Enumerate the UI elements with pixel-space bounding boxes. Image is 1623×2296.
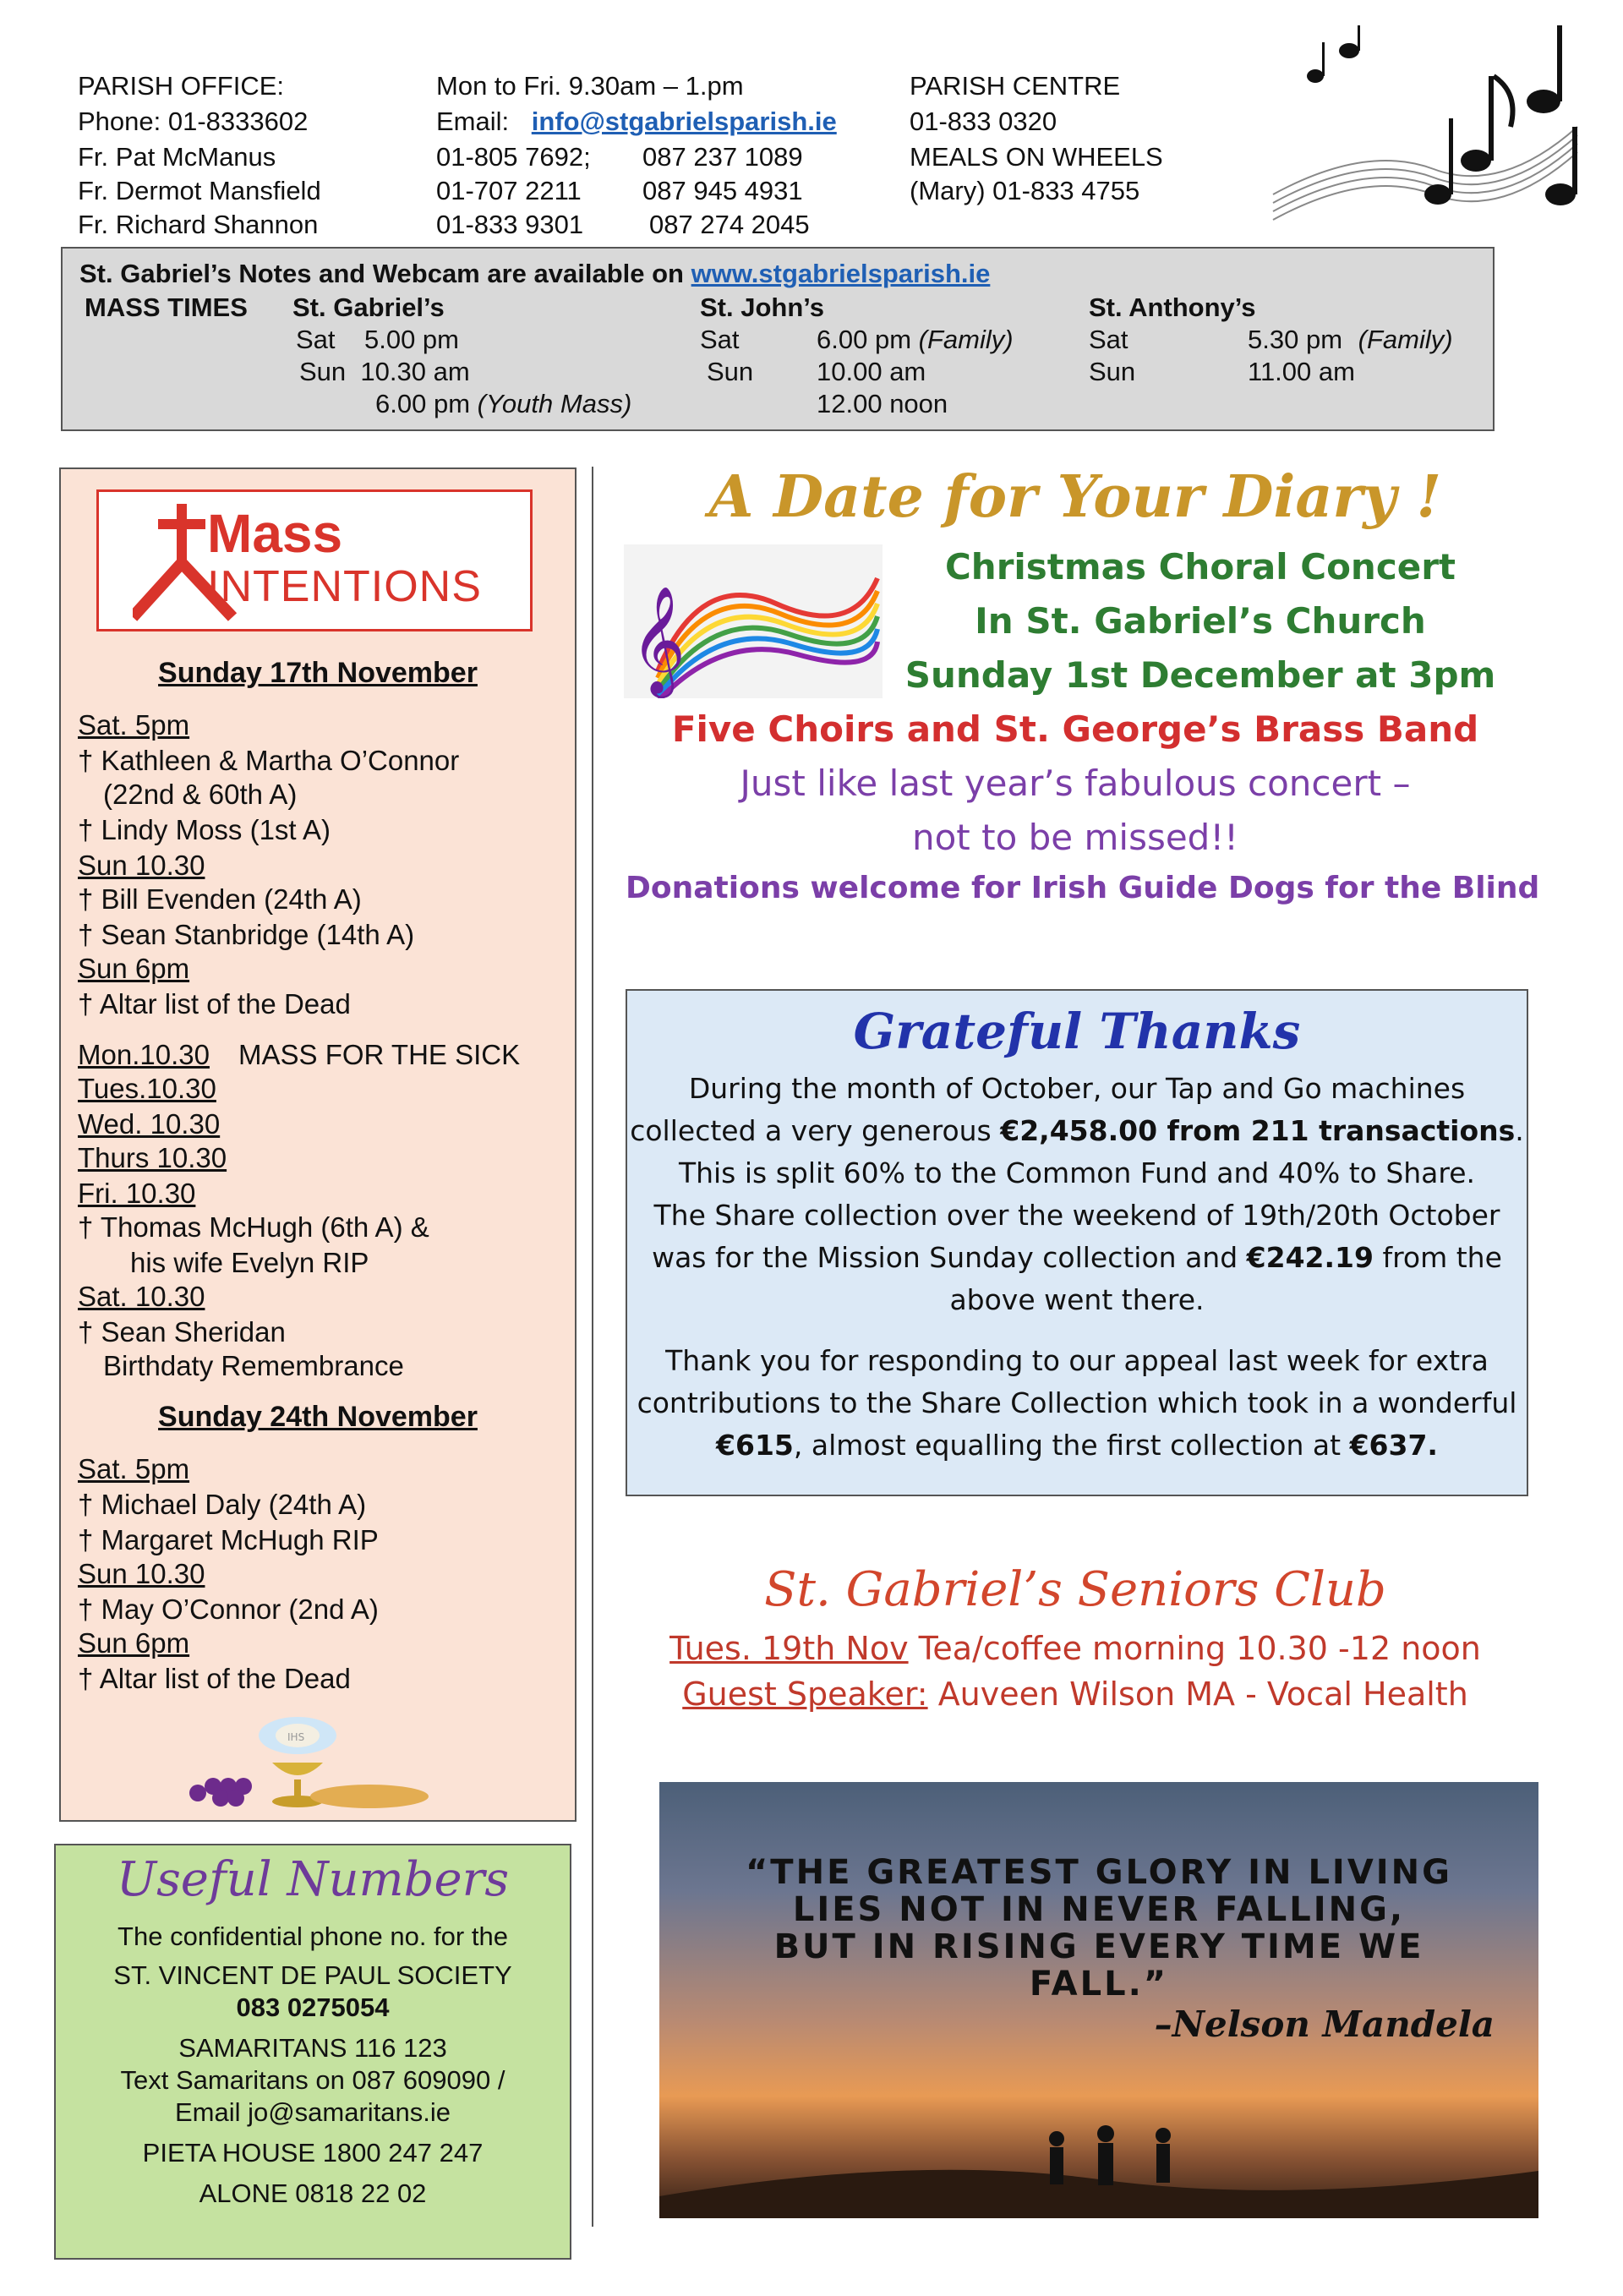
priest-mobile: 087 237 1089 <box>642 142 803 172</box>
intention-time: Sun 10.30 <box>78 850 205 881</box>
mass-times-box <box>61 247 1495 431</box>
website-link[interactable]: www.stgabrielsparish.ie <box>691 259 991 288</box>
st-johns-sun-day: Sun <box>707 357 754 386</box>
intention-entry: † May O’Connor (2nd A) <box>78 1594 379 1625</box>
intention-entry: † Margaret McHugh RIP <box>78 1524 379 1555</box>
intention-entry: (22nd & 60th A) <box>103 779 298 810</box>
priest-name: Fr. Richard Shannon <box>78 210 319 239</box>
parish-phone: Phone: 01-8333602 <box>78 107 309 136</box>
intention-entry: † Altar list of the Dead <box>78 1663 351 1694</box>
music-notes-icon <box>1265 25 1579 237</box>
st-johns-name: St. John’s <box>700 292 824 322</box>
email-label: Email: <box>436 107 510 136</box>
intention-entry: † Kathleen & Martha O’Connor <box>78 745 460 776</box>
st-gabriels-name: St. Gabriel’s <box>292 292 445 322</box>
useful-line: PIETA HOUSE 1800 247 247 <box>142 2138 484 2168</box>
concert-donations: Donations welcome for Irish Guide Dogs for the Blind <box>626 871 1540 905</box>
priest-landline: 01-833 9301 <box>436 210 584 239</box>
st-anthonys-sat-time <box>1248 325 1453 355</box>
tap-go-total: €2,458.00 from 211 transactions <box>1000 1114 1516 1147</box>
intention-entry: † Bill Evenden (24th A) <box>78 883 362 915</box>
thanks-text <box>627 1241 1527 1274</box>
chalice-grapes-icon <box>145 1712 450 1813</box>
rainbow-music-icon <box>624 544 883 698</box>
intention-time: Sun 6pm <box>78 1627 190 1659</box>
office-hours: Mon to Fri. 9.30am – 1.pm <box>436 71 744 101</box>
thanks-text: This is split 60% to the Common Fund and 40% to Share. <box>678 1156 1476 1189</box>
intention-entry: † Thomas McHugh (6th A) & <box>78 1211 429 1243</box>
thanks-text: above went there. <box>949 1283 1205 1316</box>
seniors-event-detail: Tea/coffee morning 10.30 -12 noon <box>908 1630 1481 1667</box>
webcam-notice-text: St. Gabriel’s Notes and Webcam are available on <box>79 259 684 288</box>
mandela-quote-image <box>659 1782 1538 2218</box>
quote-line: “THE GREATEST GLORY IN LIVING <box>746 1853 1452 1892</box>
quote-line: FALL.” <box>1029 1965 1169 2004</box>
thanks-text-part: was for the Mission Sunday collection and <box>652 1241 1247 1274</box>
thanks-title: Grateful Thanks <box>853 1003 1301 1060</box>
concert-name: Christmas Choral Concert <box>944 546 1456 588</box>
intention-time: Sun 6pm <box>78 953 190 984</box>
guest-speaker-label: Guest Speaker: <box>682 1676 928 1713</box>
useful-line: The confidential phone no. for the <box>117 1922 508 1951</box>
st-anthonys-sat-note: (Family) <box>1358 325 1453 354</box>
priest-name: Fr. Dermot Mansfield <box>78 176 321 205</box>
webcam-notice <box>79 259 990 289</box>
parish-office-label: PARISH OFFICE: <box>78 71 285 101</box>
logo-mass-text: Mass <box>207 503 343 564</box>
quote-line: BUT IN RISING EVERY TIME WE <box>773 1927 1424 1966</box>
st-anthonys-name: St. Anthony’s <box>1089 292 1256 322</box>
intention-time: Tues.10.30 <box>78 1073 216 1104</box>
mass-intentions-logo <box>96 489 533 631</box>
concert-performers: Five Choirs and St. George’s Brass Band <box>671 708 1479 750</box>
mass-intentions-panel <box>59 467 577 1822</box>
youth-mass-note: (Youth Mass) <box>477 389 632 418</box>
intention-time: Sat. 5pm <box>78 1453 190 1484</box>
intention-time: Thurs 10.30 <box>78 1142 227 1173</box>
thanks-text <box>627 1114 1527 1147</box>
useful-numbers-title: Useful Numbers <box>116 1852 510 1907</box>
concert-description: not to be missed!! <box>911 817 1239 858</box>
host-ihs-text: IHS <box>287 1731 305 1743</box>
st-anthonys-sun-time: 11.00 am <box>1248 357 1355 386</box>
grateful-thanks-panel <box>626 989 1528 1496</box>
st-anthonys-sun-day: Sun <box>1089 357 1136 386</box>
parish-centre-label: PARISH CENTRE <box>910 71 1121 101</box>
intention-time: Sun 10.30 <box>78 1558 205 1589</box>
meals-on-wheels-phone: (Mary) 01-833 4755 <box>910 176 1140 205</box>
first-collection-amount: €637. <box>1349 1429 1438 1462</box>
intention-time: Fri. 10.30 <box>78 1178 196 1209</box>
priest-landline: 01-707 2211 <box>436 176 582 205</box>
thanks-text-part: . <box>1515 1114 1524 1147</box>
mission-amount: €242.19 <box>1246 1241 1374 1274</box>
intention-entry: his wife Evelyn RIP <box>130 1247 369 1278</box>
column-divider <box>592 467 593 2227</box>
st-johns-sun-time: 10.00 am <box>817 357 926 386</box>
priest-name: Fr. Pat McManus <box>78 142 276 172</box>
concert-description: Just like last year’s fabulous concert – <box>740 763 1411 804</box>
sunday-24-heading: Sunday 24th November <box>158 1401 478 1433</box>
concert-date: Sunday 1st December at 3pm <box>904 654 1496 696</box>
mass-times-label: MASS TIMES <box>85 292 248 322</box>
thanks-text: The Share collection over the weekend of 19th/20th October <box>653 1199 1500 1232</box>
st-johns-sat-note: (Family) <box>918 325 1014 354</box>
concert-venue: In St. Gabriel’s Church <box>975 600 1426 642</box>
email-link[interactable]: info@stgabrielsparish.ie <box>531 107 837 136</box>
intention-entry: † Sean Stanbridge (14th A) <box>78 919 415 950</box>
diary-title: A Date for Your Diary ! <box>708 463 1442 531</box>
seniors-speaker <box>626 1676 1525 1713</box>
priest-mobile: 087 945 4931 <box>642 176 803 205</box>
intention-time: Sat. 5pm <box>78 709 190 741</box>
thanks-text: contributions to the Share Collection which took in a wonderful <box>637 1386 1517 1419</box>
intention-entry: † Michael Daly (24th A) <box>78 1489 367 1520</box>
parish-centre-phone: 01-833 0320 <box>910 107 1057 136</box>
st-johns-sat-time-value: 6.00 pm <box>817 325 912 354</box>
useful-line: SAMARITANS 116 123 <box>178 2033 447 2063</box>
svg-text:𝄞: 𝄞 <box>631 585 686 693</box>
quote-line: LIES NOT IN NEVER FALLING, <box>792 1890 1406 1929</box>
guest-speaker-name: Auveen Wilson MA - Vocal Health <box>927 1676 1468 1713</box>
thanks-text-part: from the <box>1373 1241 1502 1274</box>
useful-line: Email jo@samaritans.ie <box>174 2097 451 2127</box>
st-anthonys-sat-time-value: 5.30 pm <box>1248 325 1343 354</box>
intention-entry: † Lindy Moss (1st A) <box>78 814 331 845</box>
st-gabriels-youth <box>375 389 631 419</box>
intention-time: Sat. 10.30 <box>78 1281 205 1312</box>
st-anthonys-sat-day: Sat <box>1089 325 1128 354</box>
youth-mass-time: 6.00 pm <box>375 389 471 418</box>
st-gabriels-sat: Sat 5.00 pm <box>296 325 459 354</box>
meals-on-wheels-label: MEALS ON WHEELS <box>910 142 1163 172</box>
thanks-text-part: , almost equalling the first collection at <box>793 1429 1350 1462</box>
seniors-event-date: Tues. 19th Nov <box>669 1630 909 1667</box>
sunday-17-heading: Sunday 17th November <box>158 657 478 689</box>
intention-time: Wed. 10.30 <box>78 1108 221 1140</box>
quote-author: –Nelson Mandela <box>1154 2004 1495 2045</box>
seniors-event <box>626 1630 1525 1667</box>
thanks-text <box>627 1429 1527 1462</box>
useful-numbers-panel <box>54 1844 571 2260</box>
st-gabriels-sun: Sun 10.30 am <box>299 357 470 386</box>
useful-line: ALONE 0818 22 02 <box>199 2178 427 2208</box>
thanks-text-part: collected a very generous <box>630 1114 1001 1147</box>
silhouettes-icon <box>659 2103 1538 2218</box>
intention-entry: † Sean Sheridan <box>78 1316 286 1348</box>
intention-entry: Birthdaty Remembrance <box>103 1350 404 1381</box>
logo-intentions-text: INTENTIONS <box>207 562 482 611</box>
useful-line: Text Samaritans on 087 609090 / <box>120 2065 505 2095</box>
svp-phone: 083 0275054 <box>236 1993 390 2022</box>
priest-mobile: 087 274 2045 <box>649 210 810 239</box>
thanks-text: During the month of October, our Tap and Go machines <box>688 1072 1466 1105</box>
st-johns-sat-time <box>817 325 1014 355</box>
useful-line: ST. VINCENT DE PAUL SOCIETY <box>113 1960 512 1990</box>
st-johns-sat-day: Sat <box>700 325 740 354</box>
priest-landline: 01-805 7692; <box>436 142 591 172</box>
thanks-text: Thank you for responding to our appeal last week for extra <box>665 1344 1489 1377</box>
share-amount: €615 <box>716 1429 794 1462</box>
st-johns-noon-time: 12.00 noon <box>817 389 948 418</box>
intention-time: Mon.10.30 <box>78 1039 210 1070</box>
seniors-club-title: St. Gabriel’s Seniors Club <box>764 1562 1386 1617</box>
mass-for-sick: MASS FOR THE SICK <box>238 1039 521 1070</box>
intention-entry: † Altar list of the Dead <box>78 988 351 1020</box>
email-row <box>436 105 837 139</box>
